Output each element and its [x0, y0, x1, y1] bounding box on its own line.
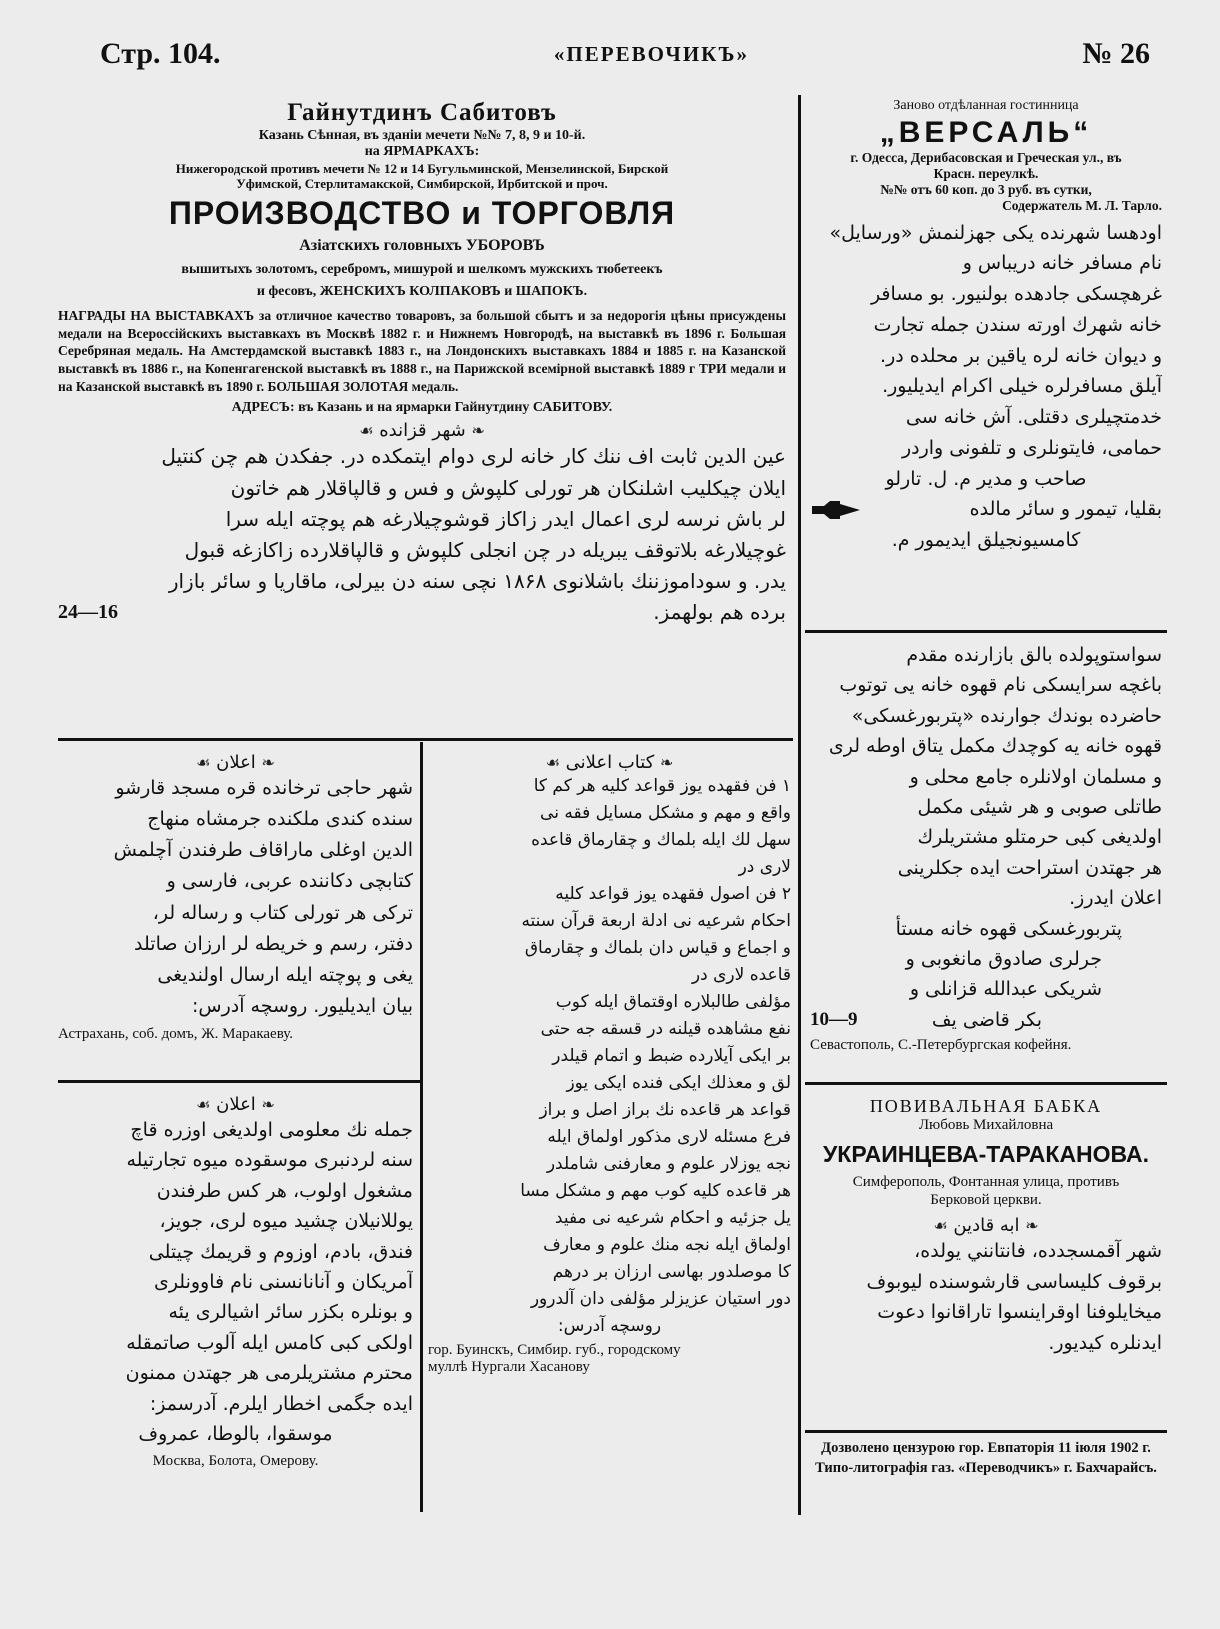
fairs-line-1: Нижегородской противъ мечети № 12 и 14 Бугульминской, Мензелинской, Бирской: [175, 160, 669, 176]
arabic-line: و ديوان خانه لره ياقين بر محلده در.: [880, 344, 1162, 367]
sabitov-address: АДРЕСЪ: въ Казань и на ярмарки Гайнутдину САБИТОВУ.: [231, 399, 613, 415]
arabic-line: كتابچى دكاننده عربى، فارسى و: [166, 870, 413, 893]
flourish-icon: ❧: [471, 421, 485, 441]
book-address-1: гор. Буинскъ, Симбир. губ., городскому: [428, 1342, 681, 1359]
arabic-line: غرهچسكى جادهده بولنيور. بو مسافر: [870, 283, 1162, 306]
ad-code: 24—16: [58, 601, 118, 624]
arabic-line: بكر قاضى يف: [931, 1008, 1042, 1031]
arabic-line: يغى و پوچته ايله ارسال اولنديغى: [157, 963, 413, 986]
embroidery-subline: вышитыхъ золотомъ, серебромъ, мишурой и шелкомъ мужскихъ тюбетеекъ: [181, 261, 663, 277]
midwife-arabic-heading: [810, 1215, 1162, 1236]
page-number: Стр. 104.: [100, 37, 221, 70]
arabic-line: كا موصلدور بهاسى ارزان بر درهم: [552, 1262, 791, 1283]
midwife-arabic-text: [810, 1236, 1162, 1358]
arabic-line: جرلرى صادوق مانغوبى و: [905, 947, 1102, 970]
kazan-heading-text: شهر قزانده: [379, 420, 466, 442]
arabic-line: ايده جگمى اخطار ايلرم. آدرسمز:: [149, 1392, 413, 1415]
astrakhan-bookshop-ad: [58, 752, 413, 1077]
arabic-line: مؤلفى طالبلاره اوقتماق ايله كوب: [555, 992, 791, 1013]
flourish-icon: ☙: [196, 753, 211, 772]
ad-heading-text: كتاب اعلانى: [565, 752, 655, 773]
midwife-ad: [810, 1096, 1162, 1426]
book-address-2: муллѣ Нургали Хасанову: [428, 1359, 590, 1376]
arabic-line: نفع مشاهده قيلنه در قسقه جه حتى: [540, 1019, 791, 1040]
arabic-line: سواستوپولده بالق بازارنده مقدم: [906, 644, 1162, 666]
column-divider-right: [798, 95, 801, 1515]
flourish-icon: ❧: [1025, 1216, 1039, 1236]
arabic-line: پتربورغسكى قهوه خانه مستأ: [895, 917, 1122, 940]
caps-subline: и фесовъ, ЖЕНСКИХЪ КОЛПАКОВЪ и ШАПОКЪ.: [256, 284, 588, 300]
rule-below-bookshop: [58, 1080, 420, 1083]
arabic-line: سنده كندى ملكنده جرمشاه منهاج: [147, 808, 413, 831]
arabic-line: بقليا، تيمور و سائر مالده: [969, 498, 1162, 521]
bookshop-arabic-text: [58, 773, 413, 1022]
arabic-line: ميخايلوفنا اوقراينسوا تاراقانوا دعوت: [877, 1301, 1162, 1324]
arabic-line: احكام شرعيه نى ادلة اربعة قرآن سنته: [521, 911, 791, 932]
arabic-line: جمله نك معلومى اولديغى اوزره قاچ: [130, 1119, 413, 1141]
arabic-line: و بونلره بكزر سائر اشيالرى يئه: [168, 1301, 413, 1324]
arabic-line: سنه لردنبرى موسقوده ميوه تجارتيله: [126, 1149, 413, 1172]
fruit-arabic-text: [58, 1115, 413, 1449]
ad-heading: [428, 752, 791, 773]
headwear-subline: Азіатскихъ головныхъ УБОРОВЪ: [299, 236, 545, 254]
arabic-line: لق و معذلك ايكى فنده ايكى يوز: [566, 1073, 791, 1094]
arabic-line: اولديغى كبى حرمتلو مشتريلرك: [917, 826, 1162, 849]
arabic-line: قواعد هر قاعده نك براز اصل و براز: [539, 1100, 791, 1121]
cafe-address: Севастополь, С.-Петербургская кофейня.: [810, 1037, 1072, 1054]
arabic-line: دور استيان عزيزلر مؤلفى دان آلدرور: [530, 1289, 791, 1310]
kazan-address-line: Казань Сѣнная, въ зданіи мечети №№ 7, 8, 9 и 10-й.: [258, 127, 586, 143]
hotel-intro: Заново отдѣланная гостинница: [893, 98, 1079, 113]
ad-heading-text: اعلان: [216, 1094, 256, 1115]
flourish-icon: ❧: [660, 753, 674, 772]
rule-below-sabitov: [58, 738, 793, 741]
hotel-owner: Содержатель М. Л. Тарло.: [1002, 197, 1162, 213]
arabic-line: و مسلمان اولانلره جامع محلى و: [909, 765, 1162, 788]
hotel-address-2: Красн. переулкѣ.: [933, 165, 1039, 181]
arabic-line: برقوف كليساسى قارشوسنده ليوبوف: [866, 1270, 1162, 1293]
arabic-line: فندق، بادم، اوزوم و قريمك چيتلى: [148, 1240, 413, 1263]
hotel-arabic-text: [810, 218, 1162, 556]
rule-below-cafe: [805, 1082, 1167, 1085]
ad-code: 10—9: [810, 1008, 858, 1030]
flourish-icon: ☙: [545, 753, 560, 772]
flourish-icon: ☙: [359, 421, 374, 441]
midwife-first-name: Любовь Михайловна: [918, 1117, 1054, 1134]
hotel-name: „ВЕРСАЛЬ“: [879, 115, 1093, 149]
ad-heading: [58, 752, 413, 773]
arabic-line: قهوه خانه يه كوچدك مكمل يتاق اوطه لرى: [828, 735, 1162, 758]
arabic-line: حاضرده بوندك جوارنده «پتربورغسكى»: [851, 704, 1162, 727]
arabic-line: روسچه آدرس:: [557, 1316, 662, 1337]
arabic-line: حمامى، فايتونلرى و تلفونى واردر: [901, 436, 1162, 459]
arabic-line: باغچه سرايسكى نام قهوه خانه يى توتوب: [839, 674, 1162, 697]
production-headline: ПРОИЗВОДСТВО и ТОРГОВЛЯ: [168, 195, 676, 232]
arabic-line: محترم مشتريلرمى هر جهتدن ممنون: [125, 1362, 413, 1385]
page-header: [100, 34, 1150, 74]
arabic-line: بر ايكى آيلارده ضبط و اتمام قيلدر: [552, 1046, 791, 1067]
arabic-line: لارى در: [738, 857, 791, 878]
arabic-line: واقع و مهم و مشكل مسايل فقه نى: [540, 803, 791, 824]
flourish-icon: ☙: [933, 1216, 948, 1236]
arabic-line: موسقوا، بالوطا، عمروف: [138, 1422, 333, 1445]
book-announcement-ad: [428, 752, 791, 1514]
arabic-line: بيان ايديليور. روسچه آدرس:: [192, 995, 413, 1018]
flourish-icon: ☙: [196, 1095, 211, 1114]
arabic-line: يل جزئيه و احكام شرعيه نى مفيد: [554, 1208, 791, 1229]
flourish-icon: ❧: [261, 753, 275, 772]
arabic-line: طاتلى صوبى و هر شيئى مكمل: [917, 795, 1162, 818]
arabic-line: فرع مسئله لارى مذكور اولماق ايله: [547, 1127, 791, 1148]
cafe-arabic-text: [810, 640, 1162, 1035]
arabic-line: غوچيلارغه بلاتوقف يبريله در چن انجلى كلپوش و قالپاقلارده زاكازغه قبول: [184, 537, 786, 562]
arabic-line: اودهسا شهرنده يكى جهزلنمش «ورسايل» نام مسافر خانه دريباس و: [829, 221, 1162, 275]
rule-above-censor: [805, 1430, 1167, 1433]
midwife-address-1: Симферополь, Фонтанная улица, противъ: [852, 1174, 1120, 1191]
fairs-line-2: Уфимской, Стерлитамакской, Симбирской, Ирбитской и проч.: [236, 175, 608, 191]
arabic-line: قاعده لارى در: [691, 965, 791, 986]
arabic-line: خانه شهرك اورته سندن جمله تجارت: [873, 313, 1162, 336]
awards-paragraph: НАГРАДЫ НА ВЫСТАВКАХЪ за отличное качество товаровъ, за большой сбытъ и за недорогія цѣны присуждены медали на Всероссійскихъ выставкахъ въ Москвѣ 1882 г. и Нижнемъ Новгородѣ, на выставкѣ въ 1896 г. Большая Серебряная медаль. На Амстердамской выставкѣ 1883 г., на Лондонскихъ выставкахъ 1884 и 1885 г. на Казанской выставкѣ въ 1886 г., на Копенгагенской выставкѣ въ 1888 г., на Парижской всемірной выставкѣ 1889 г ТРИ медали и на Казанской выставкѣ въ 1890 г. БОЛЬШАЯ ЗОЛОТАЯ медаль.: [58, 307, 786, 395]
arabic-line: هر جهتدن استراحت ايده جكلرينى: [897, 856, 1162, 879]
kazan-arabic-heading: [58, 420, 786, 441]
bookshop-address: Астрахань, соб. домъ, Ж. Маракаеву.: [58, 1026, 294, 1043]
versal-hotel-ad: [810, 98, 1162, 618]
rule-below-hotel: [805, 630, 1167, 633]
arabic-line: كامسيونجيلق ايديمور م.: [891, 529, 1081, 552]
moscow-fruit-ad: [58, 1094, 413, 1514]
arabic-line: سهل لك ايله بلماك و چقارماق قاعده: [531, 830, 791, 851]
midwife-heading-text: ابه قادين: [953, 1215, 1020, 1237]
arabic-line: شريكى عبدالله قزانلى و: [909, 978, 1102, 1001]
arabic-line: لر باش نرسه لرى اعمال ايدر زاكاز قوشوچيلارغه هم پوچته ايله سرا: [225, 506, 786, 531]
issue-number: № 26: [1082, 37, 1150, 70]
arabic-line: ايلان چيكليب اشلنكان هر تورلى كلپوش و فس و قالپاقلار هم خاتون: [230, 475, 786, 500]
arabic-line: خدمتچيلرى دقتلى. آش خانه سى: [905, 406, 1162, 429]
ad-heading-text: اعلان: [216, 752, 256, 773]
arabic-line: نجه يوزلار علوم و معارفنى شاملدر: [546, 1154, 791, 1175]
arabic-line: ايدنلره كيديور.: [1048, 1331, 1162, 1354]
arabic-line: عين الدين ثابت اف ننك كار خانه لرى دوام ايتمكده در. جفكدن هم چن كنتيل: [161, 444, 786, 469]
arabic-line: مشغول اولوب، هر كس طرفندن: [156, 1179, 413, 1202]
arabic-line: شهر آقمسجدده، فانتانني يولده،: [914, 1240, 1162, 1263]
merchant-name: Гайнутдинъ Сабитовъ: [287, 99, 557, 126]
arabic-line: هر قاعده كليه كوب مهم و مشكل مسا: [520, 1181, 791, 1202]
arabic-line: ۲ فن اصول فقهده يوز قواعد كليه: [555, 884, 791, 905]
midwife-address-2: Берковой церкви.: [930, 1191, 1042, 1208]
kazan-arabic-text: [58, 441, 786, 628]
arabic-line: دفتر، رسم و خريطه لر ارزان صاتلد: [134, 932, 413, 955]
arabic-line: و اجماع و قياس دان بلماك و چقارماق: [524, 938, 791, 959]
sabitov-ad: [58, 98, 786, 738]
flourish-icon: ❧: [261, 1095, 275, 1114]
arabic-line: شهر حاجى ترخانده قره مسجد قارشو: [115, 777, 413, 799]
arabic-line: اولماق ايله نجه منك علوم و معارف: [543, 1235, 791, 1256]
arabic-line: صاحب و مدير م. ل. تارلو: [885, 467, 1087, 490]
sevastopol-cafe-ad: [810, 640, 1162, 1080]
arabic-line: ۱ فن فقهده يوز قواعد كليه هر كم كا: [533, 776, 791, 796]
book-arabic-text: [428, 773, 791, 1340]
arabic-line: الدين اوغلى ماراقاف طرفندن آچلمش: [113, 839, 413, 862]
arabic-line: اولكى كبى كامس ايله آلوب صاتمقله: [126, 1331, 413, 1354]
midwife-title: ПОВИВАЛЬНАЯ БАБКА: [869, 1096, 1103, 1116]
midwife-surname: УКРАИНЦЕВА-ТАРАКАНОВА.: [822, 1140, 1150, 1167]
column-divider-middle: [420, 742, 423, 1512]
arabic-line: يدر. و سوداموزننك باشلانوى ۱۸۶۸ نچى سنه دن بيرلى، ماقاريا و سائر بازار: [168, 569, 786, 594]
arabic-line: اعلان ايدرز.: [1069, 887, 1162, 910]
arabic-line: برده هم بولهمز.: [653, 600, 786, 625]
pointing-hand-icon: [810, 500, 862, 520]
arabic-line: آمريكان و آنانانسنى نام فاوونلرى: [153, 1270, 413, 1293]
arabic-line: يوللانيلان چشيد ميوه لرى، جويز،: [159, 1210, 413, 1233]
ad-heading: [58, 1094, 413, 1115]
hotel-prices: №№ отъ 60 коп. до 3 руб. въ сутки,: [880, 181, 1092, 197]
censor-text: Дозволено цензурою гор. Евпаторія 11 іюля 1902 г. Типо-литографія газ. «Переводчикъ» г. Бахчарайсъ.: [815, 1440, 1157, 1477]
fairs-label: на ЯРМАРКАХЪ:: [364, 144, 480, 160]
newspaper-title: «ПЕРЕВОЧИКЪ»: [553, 41, 749, 66]
fruit-address: Москва, Болота, Омерову.: [152, 1453, 319, 1470]
arabic-line: تركى هر تورلى كتاب و رساله لر،: [152, 901, 413, 924]
hotel-address-1: г. Одесса, Дерибасовская и Греческая ул., въ: [850, 149, 1122, 165]
arabic-line: آيلق مسافرلره خيلى اكرام ايديليور.: [882, 375, 1162, 398]
censor-note: [810, 1438, 1162, 1513]
